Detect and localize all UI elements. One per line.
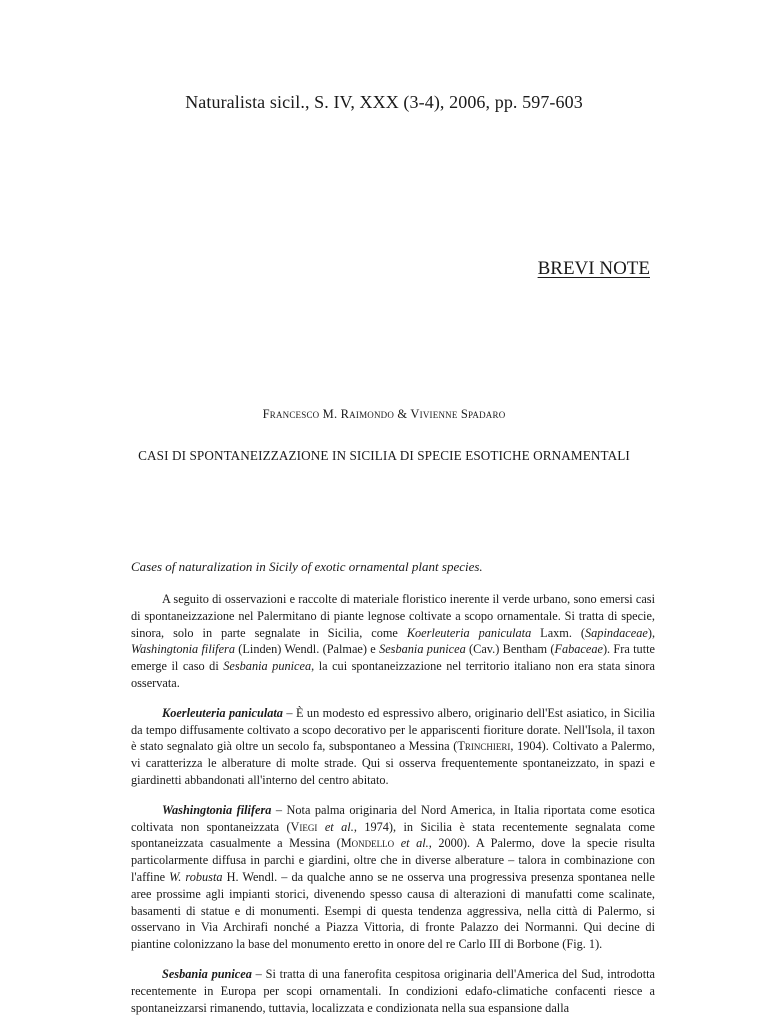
species-name: Sesbania punicea [379,642,466,657]
paragraph-intro: A seguito di osservazioni e raccolte di materiale floristico inerente il verde urbano, sono emersi casi di spontaneizzazione nel Palermitano di piante legnose coltivate a scopo ornamentale. Si tratta di specie, sinora, solo in parte segnalate in Sicilia, come Koerleuteria paniculata Laxm. (Sapindaceae), Washingtonia filifera (Linden) Wendl. (Palmae) e Sesbania punicea (Cav.) Bentham (Fabaceae). Fra tutte emerge il caso di Sesbania punicea, la cui spontaneizzazione nel territorio italiano non era stata sinora osservata. [131,592,656,690]
paragraph-koelreuteria: Koerleuteria paniculata – È un modesto ed espressivo albero, originario dell'Est asiatico, in Sicilia da tempo diffusamente coltivato a scopo decorativo per le appariscenti fioriture dorate. Nell'Isola, il taxon è stato segnalato già oltre un secolo fa, subspontaneo a Messina (Trinchieri, 1904). Coltivato a Palermo, vi caratterizza le alberature di molte strade. Qui si osserva frequentemente spontaneizzato, in spazi e giardinetti abbandonati all'interno del centro abitato. [131,705,655,787]
species-heading: Washingtonia filifera [162,802,272,817]
species-name: W. robusta [169,869,223,884]
paragraph-sesbania: Sesbania punicea – Si tratta di una fanerofita cespitosa originaria dell'America del Sud, introdotta recentemente in Europa per scopi ornamentali. In condizioni edafo-climatiche confacenti riesce a spontaneizzarsi rimanendo, tuttavia, localizzata e condizionata nella sua espansione dalla [131,966,655,1015]
species-name: Washingtonia filifera [131,642,235,657]
citation-author: Trinchieri [457,739,511,754]
species-heading: Koerleuteria paniculata [162,705,283,720]
journal-reference: Naturalista sicil., S. IV, XXX (3-4), 2006, pp. 597-603 [185,92,583,112]
family-name: Sapindaceae [585,625,648,640]
species-heading: Sesbania punicea [162,966,252,981]
family-name: Fabaceae [554,642,603,657]
article-body [131,591,655,1016]
english-title: Cases of naturalization in Sicily of exotic ornamental plant species. [131,559,483,574]
authors: Francesco M. Raimondo & Vivienne Spadaro [262,407,506,421]
species-name: Sesbania punicea [223,659,312,674]
species-name: Koerleuteria paniculata [406,625,532,640]
citation-author: Mondello [340,836,395,851]
citation-author: Viegi [290,819,318,834]
paragraph-washingtonia: Washingtonia filifera – Nota palma originaria del Nord America, in Italia riportata come esotica coltivata non spontaneizzata (Viegi et al., 1974), in Sicilia è stata recentemente segnalata come spontaneizzata casualmente a Messina (Mondello et al., 2000). A Palermo, dove la specie risulta particolarmente diffusa in parchi e giardini, oltre che in diverse alberature – talora in combinazione con l'affine W. robusta H. Wendl. – da qualche anno se ne osserva una progressiva presenza spontanea nelle aree prossime agli impianti storici, divenendo spesso causa di alterazioni di manufatti come scalinate, basamenti di statue e di monumenti. Esempi di questa tendenza aggressiva, nella città di Palermo, si osservano in Via Archirafi nonché a Piazza Vittoria, di fronte Palazzo dei Normanni. Qui decine di piantine colonizzano la base del monumento eretto in onore del re Carlo III di Borbone (Fig. 1). [131,802,656,952]
article-title: CASI DI SPONTANEIZZAZIONE IN SICILIA DI SPECIE ESOTICHE ORNAMENTALI [138,448,630,463]
section-label: BREVI NOTE [537,258,650,279]
